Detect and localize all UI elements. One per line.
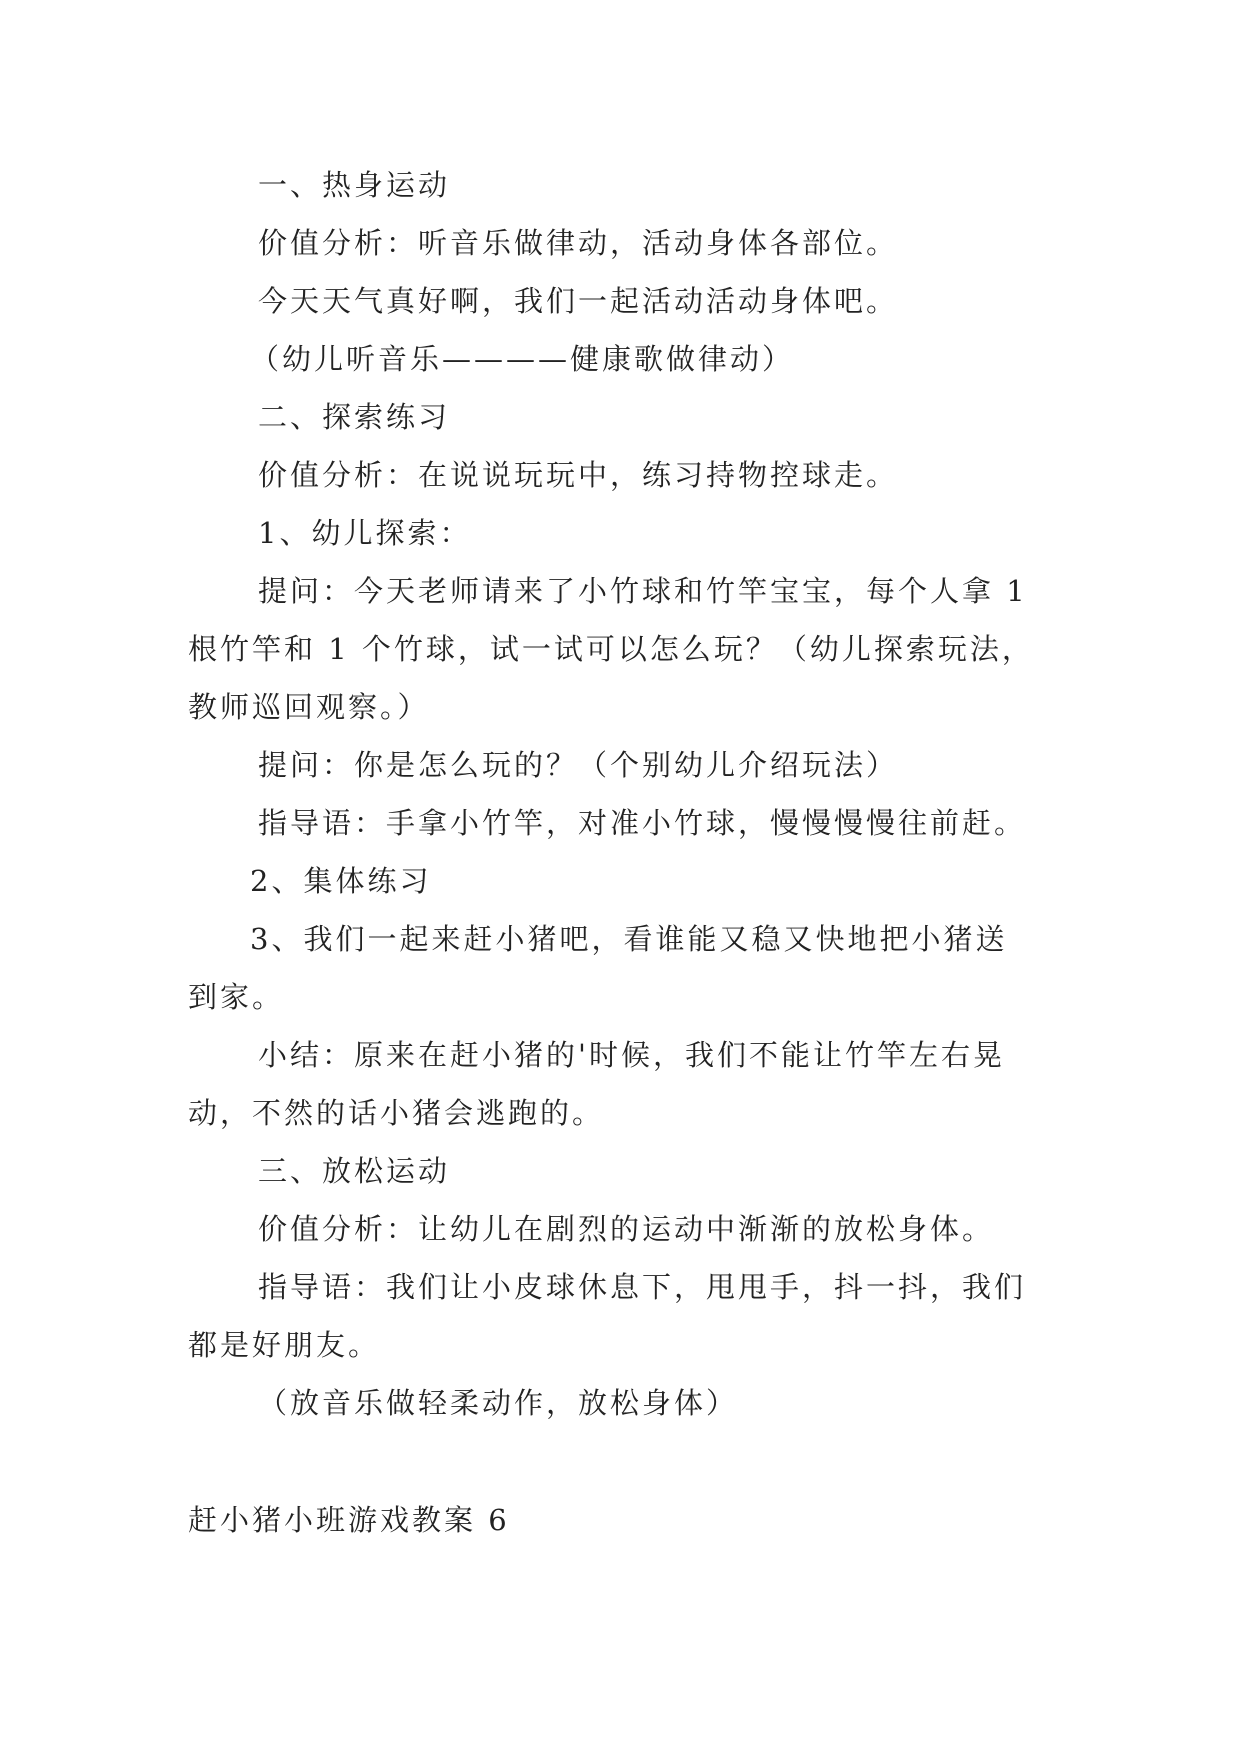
paragraph-line: 提问：你是怎么玩的？（个别幼儿介绍玩法） <box>258 748 899 782</box>
paragraph-line: 指导语：我们让小皮球休息下，甩甩手，抖一抖，我们 <box>258 1270 1027 1304</box>
paragraph-line: 价值分析：听音乐做律动，活动身体各部位。 <box>258 226 899 260</box>
paragraph-line: 教师巡回观察。） <box>188 690 430 724</box>
paragraph-line: 都是好朋友。 <box>188 1328 381 1362</box>
section-heading-warmup: 一、热身运动 <box>258 168 451 202</box>
paragraph-line: 提问：今天老师请来了小竹球和竹竿宝宝，每个人拿 1 <box>258 574 1028 608</box>
paragraph-line: 价值分析：在说说玩玩中，练习持物控球走。 <box>258 458 899 492</box>
section-heading-explore: 二、探索练习 <box>258 400 451 434</box>
paragraph-line: 指导语：手拿小竹竿，对准小竹球，慢慢慢慢往前赶。 <box>258 806 1027 840</box>
document-title: 赶小猪小班游戏教案 6 <box>188 1503 510 1537</box>
paragraph-line: 根竹竿和 1 个竹球，试一试可以怎么玩？（幼儿探索玩法， <box>188 632 1034 666</box>
paragraph-line: 价值分析：让幼儿在剧烈的运动中渐渐的放松身体。 <box>258 1212 995 1246</box>
paragraph-line: 到家。 <box>188 980 285 1014</box>
paragraph-line: 2、集体练习 <box>250 864 432 898</box>
paragraph-line: （幼儿听音乐————健康歌做律动） <box>250 342 795 376</box>
section-heading-relax: 三、放松运动 <box>258 1154 451 1188</box>
paragraph-line: 3、我们一起来赶小猪吧，看谁能又稳又快地把小猪送 <box>250 922 1008 956</box>
paragraph-line: （放音乐做轻柔动作，放松身体） <box>258 1386 739 1420</box>
paragraph-line: 动，不然的话小猪会逃跑的。 <box>188 1096 605 1130</box>
paragraph-line: 1、幼儿探索： <box>258 516 472 550</box>
paragraph-line: 今天天气真好啊，我们一起活动活动身体吧。 <box>258 284 899 318</box>
paragraph-line: 小结：原来在赶小猪的'时候，我们不能让竹竿左右晃 <box>258 1038 1005 1072</box>
